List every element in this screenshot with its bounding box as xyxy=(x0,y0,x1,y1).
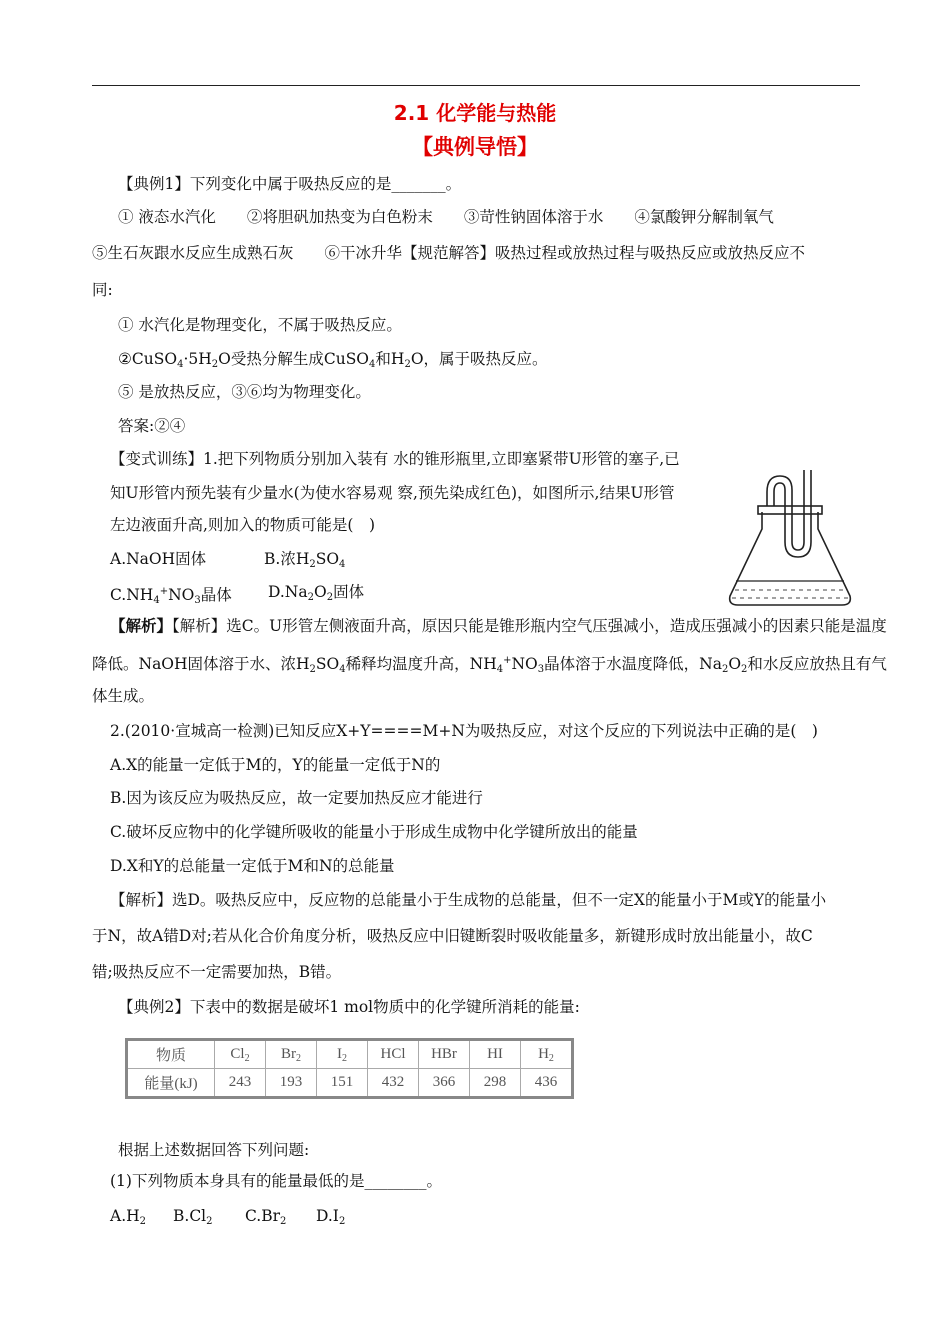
ex2-question: 【典例2】下表中的数据是破坏1 mol物质中的化学键所消耗的能量: xyxy=(118,998,580,1016)
conical-flask-u-tube-diagram xyxy=(722,462,860,612)
header-rule xyxy=(92,85,860,86)
section-title: 【典例导悟】 xyxy=(412,135,538,159)
var1-explanation-line1: 【解析】【解析】选C。U形管左侧液面升高，原因只能是锥形瓶内空气压强减小，造成压强减小的因素只能是温度 xyxy=(110,616,887,635)
ex1-analysis-1: ① 水汽化是物理变化，不属于吸热反应。 xyxy=(118,316,402,334)
page-title: 2.1 化学能与热能 xyxy=(393,101,557,125)
ex1-options-line1: ① 液态水汽化 ②将胆矾加热变为白色粉末 ③苛性钠固体溶于水 ④氯酸钾分解制氧气 xyxy=(118,208,774,226)
ex1-options-line3: 同: xyxy=(92,281,113,299)
ex2-q1-option-d: $D.I_2$ xyxy=(316,1207,346,1227)
ex1-analysis-3: ⑤ 是放热反应，③⑥均为物理变化。 xyxy=(118,383,371,401)
table-cell-value: 366 xyxy=(419,1069,470,1098)
var2-option-a: A.X的能量一定低于M的，Y的能量一定低于N的 xyxy=(110,756,441,774)
ex2-q1-option-b: $B.Cl_2$ xyxy=(173,1207,213,1227)
table-row xyxy=(127,1040,573,1069)
table-cell-value: 432 xyxy=(368,1069,419,1098)
var1-option-a: A.NaOH固体 xyxy=(110,550,207,568)
ex1-analysis-2: $②CuSO_4\cdot 5H_2O$受热分解生成CuSO$_4$和$H_2O$，属于吸热反应。 xyxy=(118,350,548,370)
var2-option-b: B.因为该反应为吸热反应，故一定要加热反应才能进行 xyxy=(110,789,483,807)
ex1-answer: 答案:②④ xyxy=(118,417,186,435)
ex1-options-line2: ⑤生石灰跟水反应生成熟石灰 ⑥干冰升华【规范解答】吸热过程或放热过程与吸热反应或放热反应不 xyxy=(92,244,806,262)
table-row xyxy=(127,1069,573,1098)
table-cell-value: 151 xyxy=(317,1069,368,1098)
ex1-question: 【典例1】下列变化中属于吸热反应的是_______。 xyxy=(118,175,462,193)
table-cell-species: HBr xyxy=(419,1040,470,1069)
var2-question: 2.(2010·宣城高一检测)已知反应X+Y====M+N为吸热反应，对这个反应的下列说法中正确的是( ) xyxy=(110,722,818,740)
table-cell-species: HI xyxy=(470,1040,521,1069)
var1-question-line3: 左边液面升高,则加入的物质可能是( ) xyxy=(110,516,376,534)
table-cell-value: 436 xyxy=(521,1069,573,1098)
table-cell-value: 193 xyxy=(266,1069,317,1098)
var1-question-line2: 知U形管内预先装有少量水(为使水容易观 察,预先染成红色)，如图所示,结果U形管 xyxy=(110,484,675,502)
var2-explanation-line3: 错;吸热反应不一定需要加热，B错。 xyxy=(92,963,342,981)
table-header-energy: 能量(kJ) xyxy=(127,1069,215,1098)
var2-option-d: D.X和Y的总能量一定低于M和N的总能量 xyxy=(110,857,395,875)
table-cell-species: $I_2$ xyxy=(317,1040,368,1069)
var2-explanation-line1: 【解析】选D。吸热反应中，反应物的总能量小于生成物的总能量，但不一定X的能量小于M或Y的能量小 xyxy=(110,891,827,909)
var1-option-b: B.浓$H_2SO_4$ xyxy=(264,550,346,570)
var1-explanation-line2: 降低。NaOH固体溶于水、浓$H_2SO_4$稀释均温度升高，$NH_4^+NO_3$晶体溶于水温度降低，$Na_2O_2$和水反应放热且有气 xyxy=(92,655,887,675)
table-cell-species: $Br_2$ xyxy=(266,1040,317,1069)
table-cell-value: 243 xyxy=(215,1069,266,1098)
bond-energy-table xyxy=(125,1038,574,1099)
var1-question-line1: 【变式训练】1.把下列物质分别加入装有 水的锥形瓶里,立即塞紧带U形管的塞子,已 xyxy=(110,450,680,468)
ex2-question-1: (1)下列物质本身具有的能量最低的是________。 xyxy=(110,1172,442,1190)
ex2-q1-option-a: $A.H_2$ xyxy=(110,1207,147,1227)
var2-option-c: C.破坏反应物中的化学键所吸收的能量小于形成生成物中化学键所放出的能量 xyxy=(110,823,638,841)
table-cell-value: 298 xyxy=(470,1069,521,1098)
table-cell-species: $Cl_2$ xyxy=(215,1040,266,1069)
table-cell-species: $H_2$ xyxy=(521,1040,573,1069)
ex2-q1-option-c: $C.Br_2$ xyxy=(245,1207,287,1227)
var1-option-d: $D.Na_2O_2$固体 xyxy=(268,583,365,603)
var2-explanation-line2: 于N，故A错D对;若从化合价角度分析，吸热反应中旧键断裂时吸收能量多，新键形成时放出能量小，故C xyxy=(92,927,813,945)
table-header-substance: 物质 xyxy=(127,1040,215,1069)
var1-option-c: $C.NH_4^+NO_3$晶体 xyxy=(110,586,232,606)
ex2-follow-up: 根据上述数据回答下列问题: xyxy=(118,1141,310,1159)
var1-explanation-line3: 体生成。 xyxy=(92,687,155,705)
table-cell-species: HCl xyxy=(368,1040,419,1069)
